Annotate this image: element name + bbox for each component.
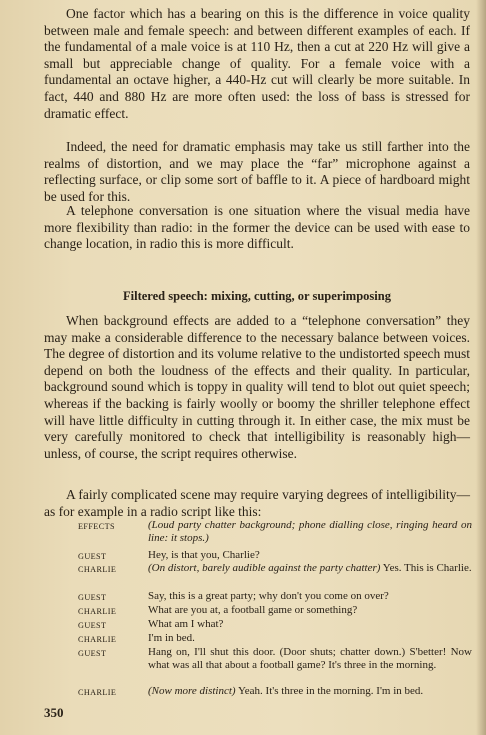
paragraph-background-effects (44, 313, 470, 462)
script-line: What are you at, a football game or something? (148, 604, 358, 616)
script-speaker: CHARLIE (78, 607, 117, 616)
stage-direction: (Now more distinct) (148, 685, 236, 697)
paragraph-dramatic-emphasis (44, 139, 470, 205)
stage-direction: (On distort, barely audible against the party chatter) (148, 562, 381, 574)
script-line: What am I what? (148, 618, 224, 630)
script-line: Say, this is a great party; why don't you come on over? (148, 590, 389, 602)
script-speaker: GUEST (78, 649, 107, 658)
script-speaker: GUEST (78, 593, 107, 602)
paragraph-telephone-conversation (44, 203, 470, 253)
script-speaker: EFFECTS (78, 522, 115, 531)
paragraph-dramatic-emphasis-text: Indeed, the need for dramatic emphasis may take us still farther into the realms of distortion, and we may place the “far” microphone against a reflecting surface, or clip some sort of baffle to it. A piece of hardboard might be used for this. (44, 139, 470, 204)
script-speaker: CHARLIE (78, 565, 117, 574)
dialogue: Yeah. It's three in the morning. I'm in bed. (237, 685, 424, 697)
paragraph-complicated-scene (44, 487, 470, 520)
script-line: I'm in bed. (148, 632, 195, 644)
page-edge-shadow (476, 0, 486, 735)
script-line (148, 562, 472, 575)
paragraph-complicated-scene-text: A fairly complicated scene may require varying degrees of intelligibility—as for example in a radio script like this: (44, 487, 470, 519)
script-speaker: GUEST (78, 552, 107, 561)
script-line (148, 685, 472, 698)
page-number: 350 (44, 705, 64, 720)
paragraph-voice-quality (44, 6, 470, 122)
stage-direction: (Loud party chatter background; phone dialling close, ringing heard on line: it stops.) (148, 519, 472, 545)
paragraph-voice-quality-text: One factor which has a bearing on this is the difference in voice quality between male and female speech: and between different examples of each. If the fundamental of a male voice is at 110 Hz, then a cut at 220 Hz will give a small but appreciable change of quality. For a female voice with a fundamental an octave higher, a 440-Hz cut will clearly be more suitable. In fact, 440 and 880 Hz are more often used: the loss of bass is stressed for dramatic effect. (44, 6, 470, 121)
dialogue: Yes. This is Charlie. (382, 562, 472, 574)
section-heading: Filtered speech: mixing, cutting, or superimposing (123, 289, 391, 303)
paragraph-background-effects-text: When background effects are added to a “telephone conversation” they may make a considerable difference to the necessary balance between voices. The degree of distortion and its volume relative to the undistorted speech must depend on both the loudness of the effects and their quality. In particular, background sound which is toppy in quality will tend to blot out quiet speech; whereas if the backing is fairly woolly or boomy the shriller telephone effect will have little difficulty in cutting through it. In either case, the mix must be very carefully monitored to check that intelligibility is reasonably high—unless, of course, the script requires otherwise. (44, 313, 470, 461)
script-line (148, 519, 472, 545)
script-line: Hey, is that you, Charlie? (148, 549, 260, 561)
paragraph-telephone-conversation-text: A telephone conversation is one situation where the visual media have more flexibility than radio: in the former the device can be used with ease to change location, in radio this is more difficult. (44, 203, 470, 252)
script-line: Hang on, I'll shut this door. (Door shuts; chatter down.) S'better! Now what was all that about a football game? It's three in the morning. (148, 646, 472, 672)
script-speaker: CHARLIE (78, 635, 117, 644)
script-speaker: CHARLIE (78, 688, 117, 697)
script-speaker: GUEST (78, 621, 107, 630)
